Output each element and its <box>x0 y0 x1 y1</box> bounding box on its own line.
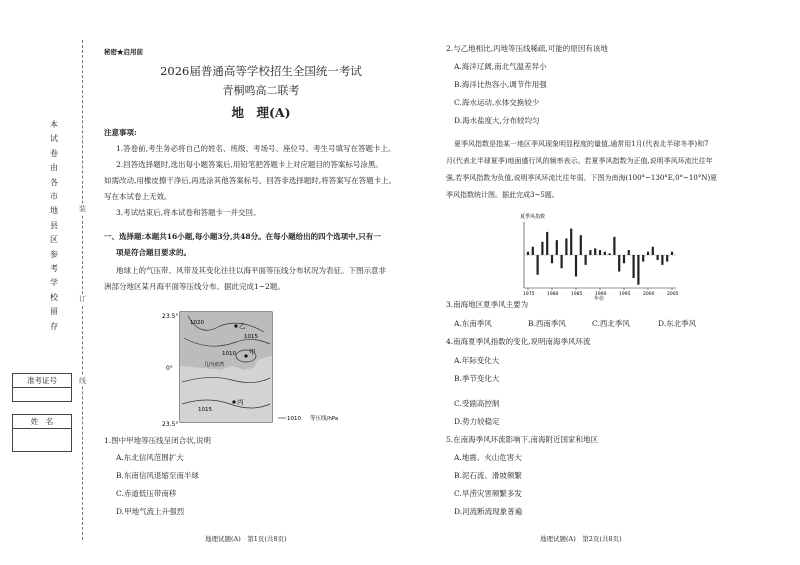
footer-right: 地理试题(A) 第2页(共8页) <box>540 535 622 543</box>
chart-bar <box>580 235 582 255</box>
chart-bar <box>537 255 539 275</box>
notice-heading: 注意事项: <box>104 128 137 137</box>
exam-title: 2026届普通高等学校招生全国统一考试 <box>160 64 362 78</box>
chart-bar <box>618 255 620 272</box>
point-yi-label: 乙 <box>239 322 246 330</box>
question-5-stem: 5.在南海季风环流影响下,南海附近国家和地区 <box>446 435 599 444</box>
exam-id-box[interactable] <box>12 373 72 402</box>
lat-label-equator: 0° <box>166 365 173 372</box>
q5-option-d[interactable]: D.河流断流现象普遍 <box>454 507 523 516</box>
chart-bar <box>575 255 577 276</box>
chart-bar <box>661 255 663 265</box>
q2-option-b[interactable]: B.海洋比热容小,调节作用强 <box>454 80 547 89</box>
chart-bar <box>652 247 654 255</box>
isobar-label: 1015 <box>198 407 212 413</box>
chart-bar <box>642 255 644 262</box>
q5-option-a[interactable]: A.地震、火山危害大 <box>454 453 522 462</box>
chart-bar <box>633 255 635 278</box>
notice-line: 2.回答选择题时,选出每小题答案后,用铅笔把答题卡上对应题目的答案标号涂黑。 <box>116 160 383 169</box>
notice-line: 如需改动,用橡皮擦干净后,再选涂其他答案标号。回答非选择题时,将答案写在答题卡上。 <box>104 176 397 185</box>
question-2-stem: 2.与乙地相比,丙地等压线稀疏,可能的原因有该地 <box>446 44 608 53</box>
map-intro: 地球上的气压带、风带及其变化往往以海平面等压线分布状况为表征。下图示意非 <box>116 266 386 275</box>
isobar-map <box>160 308 370 428</box>
x-tick-label: 1990 <box>595 292 607 297</box>
sea-label: 几内亚湾 <box>204 362 225 368</box>
section-heading-cont: 项是符合题目要求的。 <box>116 248 191 257</box>
chart-bar <box>647 252 649 255</box>
chart-bar <box>546 232 548 255</box>
isobar-label: 1015 <box>244 334 258 340</box>
chart-bar <box>604 252 606 255</box>
q4-option-c[interactable]: C.受副高控制 <box>454 399 500 408</box>
q2-option-d[interactable]: D.海水盐度大,分布较均匀 <box>454 116 540 125</box>
q2-option-a[interactable]: A.海洋辽阔,南北气温差异小 <box>454 62 547 71</box>
chart-bar <box>565 239 567 256</box>
name-box[interactable] <box>12 414 72 452</box>
footer-left: 地理试题(A) 第1页(共8页) <box>205 535 287 543</box>
chart-bar <box>570 229 572 255</box>
q1-option-c[interactable]: C.赤道低压带南移 <box>116 489 177 498</box>
point-jia-label: 甲 <box>249 348 256 356</box>
point-jia <box>244 354 247 357</box>
q4-option-a[interactable]: A.年际变化大 <box>454 356 500 365</box>
exam-subtitle: 青桐鸣高二联考 <box>222 84 300 97</box>
q1-option-d[interactable]: D.甲地气流上升强烈 <box>116 507 185 516</box>
chart-xlabel: 年份 <box>594 296 605 302</box>
x-tick-label: 1975 <box>523 292 535 297</box>
q5-option-c[interactable]: C.旱涝灾害频繁多发 <box>454 489 522 498</box>
chart-bar <box>671 252 673 255</box>
x-tick-label: 2000 <box>643 292 655 297</box>
q4-option-d[interactable]: D.势力较稳定 <box>454 417 500 426</box>
q3-option-d[interactable]: D.东北季风 <box>658 319 697 328</box>
confidential-mark: 秘密★启用前 <box>104 48 143 56</box>
point-bing <box>232 400 235 403</box>
chart-bar <box>628 250 630 255</box>
exam-id-field[interactable] <box>13 388 71 401</box>
chart-ylabel: 夏季风指数 <box>520 214 546 220</box>
chart-bar <box>609 253 611 255</box>
x-tick-label: 1995 <box>619 292 631 297</box>
chart-bar <box>637 255 639 285</box>
notice-line: 1.答卷前,考生务必将自己的姓名、班级、考场号、座位号、考生号填写在答题卡上。 <box>116 144 396 153</box>
name-label: 姓 名 <box>13 415 71 429</box>
question-4-stem: 4.南海夏季风指数的变化,说明南海季风环流 <box>446 337 591 346</box>
map-intro-cont: 洲部分地区某月海平面等压线分布。据此完成1~2题。 <box>104 282 285 291</box>
notice-line: 3.考试结束后,将本试卷和答题卡一并交回。 <box>116 208 261 217</box>
notice-line: 写在本试卷上无效。 <box>104 192 172 201</box>
seal-char: 订 <box>79 295 86 303</box>
question-3-stem: 3.南海地区夏季风主要为 <box>446 300 529 309</box>
isobar-label: 1010 <box>222 351 236 357</box>
sidebar-vertical-notice: 本 试 卷 由 各 市 地 县 区 参 考 学 校 留 存 <box>50 120 58 331</box>
q1-option-a[interactable]: A.东北信风范围扩大 <box>116 453 184 462</box>
x-tick-label: 1980 <box>547 292 559 297</box>
seal-char: 装 <box>79 205 86 213</box>
q2-option-c[interactable]: C.海水运动,水体交换较少 <box>454 98 540 107</box>
legend-value: 1010 <box>287 416 301 422</box>
chart-bar <box>532 247 534 255</box>
chart-bar <box>589 250 591 255</box>
section-heading: 一、选择题:本题共16小题,每小题3分,共48分。在每小题给出的四个选项中,只有一 <box>104 232 381 241</box>
monsoon-index-chart <box>508 210 688 302</box>
name-field[interactable] <box>13 429 71 451</box>
lat-label-bottom: 23.5° <box>162 421 179 428</box>
chart-bar <box>585 255 587 265</box>
chart-bar <box>594 248 596 255</box>
passage-line: 季风指数统计图。据此完成3~5题。 <box>446 191 559 199</box>
q4-option-b[interactable]: B.季节变化大 <box>454 374 500 383</box>
subject-title: 地 理(A) <box>231 105 291 120</box>
q3-option-b[interactable]: B.西南季风 <box>528 319 566 328</box>
chart-bar <box>599 250 601 255</box>
legend-text: 等压线/hPa <box>310 416 339 422</box>
chart-bar <box>613 237 615 255</box>
chart-bar <box>561 255 563 268</box>
seal-char: 线 <box>79 377 86 385</box>
x-tick-label: 2005 <box>667 292 679 297</box>
passage-line: 夏季风指数是指某一地区季风现象明显程度的量值,通常用1月(代表北半球冬季)和7 <box>454 140 709 148</box>
exam-id-label: 准考证号 <box>13 374 71 388</box>
chart-bar <box>541 242 543 255</box>
chart-bar <box>527 252 529 255</box>
chart-bar <box>657 255 659 260</box>
chart-bar <box>551 255 553 263</box>
binding-line <box>82 40 83 540</box>
chart-bar <box>666 255 668 262</box>
q5-option-b[interactable]: B.泥石流、滑坡频繁 <box>454 471 522 480</box>
passage-line: 月(代表北半球夏季)地面盛行风的频率表示。若夏季风指数为正值,说明季风环流比往年 <box>446 157 713 165</box>
chart-bar <box>556 240 558 255</box>
point-bing-label: 丙 <box>237 398 244 406</box>
q1-option-b[interactable]: B.东南信风退缩至南半球 <box>116 471 199 480</box>
passage-line: 强,若季风指数为负值,说明季风环流比往年弱。下图为南海(100°~130°E,0°~10°N)夏 <box>446 174 718 182</box>
isobar-label: 1020 <box>190 320 204 326</box>
q3-option-c[interactable]: C.西北季风 <box>592 319 630 328</box>
q3-option-a[interactable]: A.东南季风 <box>454 319 492 328</box>
x-tick-label: 1985 <box>571 292 583 297</box>
lat-label-top: 23.5° <box>162 313 179 320</box>
chart-bar <box>623 255 625 263</box>
point-yi <box>234 324 237 327</box>
question-1-stem: 1.图中甲地等压线呈闭合状,说明 <box>104 436 212 445</box>
